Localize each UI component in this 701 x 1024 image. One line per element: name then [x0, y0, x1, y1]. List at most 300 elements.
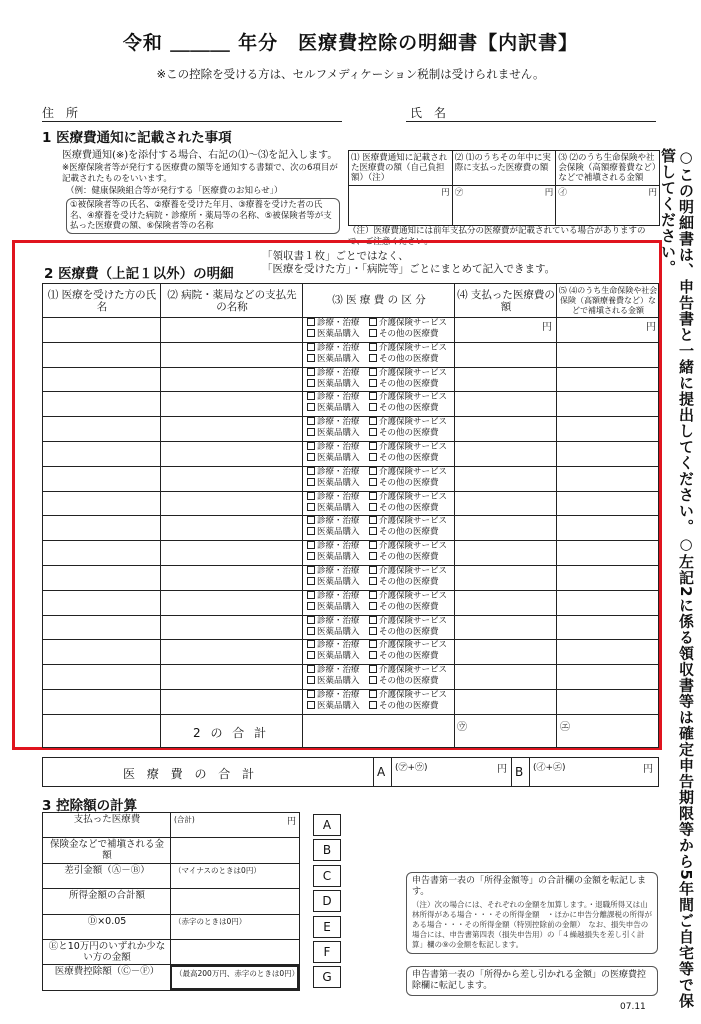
- grand-total-a-letter: A: [377, 765, 386, 779]
- calc-row: [42, 939, 300, 965]
- grand-total-a-formula: (㋐+㋒): [395, 763, 428, 773]
- checkbox-box[interactable]: [307, 428, 315, 436]
- category-checkbox[interactable]: [307, 516, 360, 527]
- category-checkbox[interactable]: [307, 541, 360, 552]
- category-checkbox[interactable]: [307, 403, 360, 414]
- category-checkbox[interactable]: [369, 492, 447, 503]
- col-reimbursed-header: ⑸ ⑷のうち生命保険や社会保険（高額療養費など）などで補塡される金額: [558, 286, 658, 315]
- calc-letter-box: A: [313, 814, 341, 836]
- checkbox-box[interactable]: [369, 417, 377, 425]
- checkbox-box[interactable]: [369, 541, 377, 549]
- category-label: その他の医療費: [379, 527, 439, 538]
- transfer-note1: 申告書第一表の「所得金額等」の合計欄の金額を転記します。: [412, 876, 647, 897]
- detail-row: [43, 342, 658, 367]
- checkbox-box[interactable]: [307, 442, 315, 450]
- category-label: その他の医療費: [379, 601, 439, 612]
- reimbursed-cell[interactable]: [556, 689, 660, 714]
- calc-row: [42, 812, 300, 838]
- checkbox-box[interactable]: [307, 616, 315, 624]
- address-field[interactable]: [42, 104, 342, 122]
- amount-cell[interactable]: [454, 664, 556, 689]
- category-checkbox[interactable]: [369, 640, 447, 651]
- total-mark-c: ㋒: [457, 722, 467, 733]
- checkbox-box[interactable]: [307, 566, 315, 574]
- category-checkbox[interactable]: [369, 516, 447, 527]
- category-checkbox[interactable]: [369, 417, 447, 428]
- detail-row: [43, 664, 658, 689]
- checkbox-box[interactable]: [307, 516, 315, 524]
- detail-row: [43, 416, 658, 441]
- checkbox-box[interactable]: [369, 403, 377, 411]
- category-label: 介護保険サービス: [379, 392, 448, 403]
- category-checkbox[interactable]: [307, 690, 360, 701]
- amount-cell[interactable]: [454, 317, 556, 342]
- checkbox-box[interactable]: [307, 640, 315, 648]
- checkbox-box[interactable]: [307, 403, 315, 411]
- checkbox-box[interactable]: [369, 467, 377, 475]
- calc-value[interactable]: [170, 889, 299, 913]
- category-checkbox[interactable]: [369, 665, 447, 676]
- section3-heading: 3 控除額の計算: [42, 798, 138, 814]
- checkbox-box[interactable]: [307, 552, 315, 560]
- calc-row: [42, 837, 300, 863]
- checkbox-box[interactable]: [307, 665, 315, 673]
- amount-cell[interactable]: [454, 615, 556, 640]
- category-checkbox[interactable]: [369, 676, 439, 687]
- provider-cell[interactable]: [160, 391, 302, 416]
- total-mark-d: ㋓: [560, 722, 570, 733]
- detail-row: [43, 515, 658, 540]
- provider-cell[interactable]: [160, 639, 302, 664]
- checkbox-box[interactable]: [369, 627, 377, 635]
- category-checkbox[interactable]: [369, 690, 447, 701]
- checkbox-box[interactable]: [307, 343, 315, 351]
- notice-amount3[interactable]: [556, 186, 660, 226]
- checkbox-box[interactable]: [369, 651, 377, 659]
- category-label: 介護保険サービス: [379, 516, 448, 527]
- checkbox-box[interactable]: [369, 368, 377, 376]
- yen-unit: 円: [646, 322, 656, 333]
- calc-value[interactable]: [170, 940, 299, 964]
- category-checkbox[interactable]: [369, 552, 439, 563]
- checkbox-box[interactable]: [307, 527, 315, 535]
- category-checkbox[interactable]: [307, 577, 360, 588]
- category-label: その他の医療費: [379, 651, 439, 662]
- checkbox-box[interactable]: [307, 392, 315, 400]
- category-label: 医薬品購入: [317, 477, 360, 488]
- patient-name-cell[interactable]: [43, 590, 160, 615]
- checkbox-box[interactable]: [369, 329, 377, 337]
- category-label: 診療・治療: [317, 466, 360, 477]
- calc-letter-box: E: [313, 916, 341, 938]
- checkbox-box[interactable]: [307, 379, 315, 387]
- category-label: 医薬品購入: [317, 329, 360, 339]
- calc-row: [42, 863, 300, 889]
- section2-note-line2: 「医療を受けた方」・「病院等」ごとにまとめて記入できます。: [262, 263, 556, 275]
- reimbursed-cell[interactable]: [556, 639, 660, 664]
- patient-name-cell[interactable]: [43, 491, 160, 516]
- category-checkbox[interactable]: [307, 379, 360, 390]
- provider-cell[interactable]: [160, 615, 302, 640]
- section2-heading: 2 医療費（上記１以外）の明細: [44, 266, 234, 282]
- amount-cell[interactable]: [454, 689, 556, 714]
- checkbox-box[interactable]: [369, 676, 377, 684]
- category-checkbox[interactable]: [369, 478, 439, 489]
- checkbox-box[interactable]: [369, 343, 377, 351]
- category-checkbox[interactable]: [369, 428, 439, 439]
- checkbox-box[interactable]: [369, 640, 377, 648]
- name-field[interactable]: [406, 104, 656, 122]
- category-checkbox[interactable]: [307, 492, 360, 503]
- calc-label: 保険金などで補塡される金額: [49, 839, 164, 862]
- category-checkbox[interactable]: [307, 329, 360, 340]
- footer-code: 07.11: [620, 1002, 646, 1012]
- category-checkbox[interactable]: [369, 602, 439, 613]
- category-checkbox[interactable]: [369, 329, 439, 340]
- amount-cell[interactable]: [454, 491, 556, 516]
- checkbox-box[interactable]: [369, 591, 377, 599]
- detail-row: [43, 367, 658, 392]
- provider-cell[interactable]: [160, 664, 302, 689]
- category-label: その他の医療費: [379, 502, 439, 513]
- category-label: その他の医療費: [379, 626, 439, 637]
- category-checkbox[interactable]: [369, 442, 447, 453]
- reimbursed-cell[interactable]: [556, 391, 660, 416]
- provider-cell[interactable]: [160, 540, 302, 565]
- category-checkbox[interactable]: [369, 627, 439, 638]
- category-label: その他の医療費: [379, 353, 439, 364]
- checkbox-box[interactable]: [369, 527, 377, 535]
- notice-amount2[interactable]: [452, 186, 556, 226]
- col-amount-header: ⑷ 支払った医療費の額: [457, 289, 555, 313]
- category-checkbox[interactable]: [307, 392, 360, 403]
- category-checkbox[interactable]: [307, 665, 360, 676]
- page-subtitle: ※この控除を受ける方は、セルフメディケーション税制は受けられません。: [156, 67, 545, 81]
- detail-row: [43, 565, 658, 590]
- calc-letter-box: C: [313, 865, 341, 887]
- checkbox-box[interactable]: [369, 690, 377, 698]
- reimbursed-cell[interactable]: [556, 342, 660, 367]
- checkbox-box[interactable]: [369, 442, 377, 450]
- provider-cell[interactable]: [160, 491, 302, 516]
- category-label: 介護保険サービス: [379, 640, 448, 651]
- checkbox-box[interactable]: [369, 566, 377, 574]
- amount-cell[interactable]: [454, 342, 556, 367]
- page-title: 令和 ＿＿＿ 年分 医療費控除の明細書【内訳書】: [122, 32, 579, 54]
- checkbox-box[interactable]: [307, 368, 315, 376]
- category-checkbox[interactable]: [307, 651, 360, 662]
- section2-total-label: 2 の 合 計: [193, 726, 270, 740]
- provider-cell[interactable]: [160, 590, 302, 615]
- category-label: 医薬品購入: [317, 453, 360, 463]
- category-label: 診療・治療: [317, 516, 360, 527]
- col-patient-name-header: ⑴ 医療を受けた方の氏名: [47, 289, 157, 313]
- category-label: 診療・治療: [317, 640, 360, 651]
- checkbox-box[interactable]: [307, 354, 315, 362]
- checkbox-box[interactable]: [369, 552, 377, 560]
- checkbox-box[interactable]: [307, 492, 315, 500]
- category-label: 介護保険サービス: [379, 615, 448, 626]
- grand-total-b-yen: 円: [643, 764, 653, 775]
- provider-cell[interactable]: [160, 416, 302, 441]
- patient-name-cell[interactable]: [43, 441, 160, 466]
- category-label: 介護保険サービス: [379, 491, 448, 502]
- checkbox-box[interactable]: [369, 478, 377, 486]
- patient-name-cell[interactable]: [43, 416, 160, 441]
- category-checkbox[interactable]: [307, 616, 360, 627]
- calc-value[interactable]: [170, 915, 299, 939]
- checkbox-box[interactable]: [307, 329, 315, 337]
- calc-value[interactable]: [170, 813, 299, 837]
- detail-row: [43, 615, 658, 640]
- category-checkbox[interactable]: [307, 602, 360, 613]
- amount-cell[interactable]: [454, 441, 556, 466]
- checkbox-box[interactable]: [307, 577, 315, 585]
- checkbox-box[interactable]: [369, 392, 377, 400]
- notice-footnote: （注）医療費通知には前年支払分の医療費が記載されている場合がありますので、ご注意ください。: [348, 226, 646, 247]
- calc-row: [42, 914, 300, 940]
- category-checkbox[interactable]: [307, 527, 360, 538]
- reimbursed-cell[interactable]: [556, 491, 660, 516]
- checkbox-box[interactable]: [307, 318, 315, 326]
- patient-name-cell[interactable]: [43, 664, 160, 689]
- category-checkbox[interactable]: [307, 676, 360, 687]
- checkbox-box[interactable]: [369, 701, 377, 709]
- col-provider-header: ⑵ 病院・薬局などの支払先の名称: [167, 289, 297, 313]
- patient-name-cell[interactable]: [43, 466, 160, 491]
- reimbursed-cell[interactable]: [556, 367, 660, 392]
- amount-cell[interactable]: [454, 391, 556, 416]
- patient-name-cell[interactable]: [43, 391, 160, 416]
- category-checkbox[interactable]: [307, 417, 360, 428]
- checkbox-box[interactable]: [307, 701, 315, 709]
- patient-name-cell[interactable]: [43, 565, 160, 590]
- reimbursed-cell[interactable]: [556, 416, 660, 441]
- detail-row: [43, 639, 658, 664]
- yen-unit: 円: [648, 188, 657, 198]
- grand-total-row: [42, 757, 659, 787]
- category-label: その他の医療費: [379, 701, 439, 711]
- amount-cell[interactable]: [454, 367, 556, 392]
- checkbox-box[interactable]: [307, 503, 315, 511]
- reimbursed-cell[interactable]: [556, 466, 660, 491]
- category-label: 介護保険サービス: [379, 417, 448, 428]
- checkbox-box[interactable]: [369, 318, 377, 326]
- address-label: 住 所: [42, 106, 79, 120]
- reimbursed-cell[interactable]: [556, 441, 660, 466]
- details-table: [42, 283, 659, 748]
- patient-name-cell[interactable]: [43, 639, 160, 664]
- amount-cell[interactable]: [454, 639, 556, 664]
- category-label: 医薬品購入: [317, 626, 360, 637]
- category-label: 介護保険サービス: [379, 590, 448, 601]
- grand-total-b-formula: (㋑+㋓): [533, 763, 566, 773]
- calc-letter-box: G: [313, 966, 341, 988]
- category-label: 介護保険サービス: [379, 367, 448, 378]
- notice-col1-header: ⑴ 医療費通知に記載された医療費の額（自己負担額）（注）: [349, 151, 453, 186]
- category-checkbox[interactable]: [369, 566, 447, 577]
- checkbox-box[interactable]: [369, 577, 377, 585]
- category-checkbox[interactable]: [369, 403, 439, 414]
- category-checkbox[interactable]: [307, 453, 360, 464]
- amount-cell[interactable]: [454, 540, 556, 565]
- category-checkbox[interactable]: [369, 541, 447, 552]
- reimbursed-cell[interactable]: [556, 565, 660, 590]
- category-checkbox[interactable]: [369, 527, 439, 538]
- checkbox-box[interactable]: [307, 541, 315, 549]
- reimbursed-cell[interactable]: [556, 664, 660, 689]
- checkbox-box[interactable]: [369, 503, 377, 511]
- detail-row: [43, 689, 658, 714]
- category-checkbox[interactable]: [369, 616, 447, 627]
- yen-unit: 円: [286, 817, 296, 827]
- reimbursed-cell[interactable]: [556, 590, 660, 615]
- checkbox-box[interactable]: [307, 467, 315, 475]
- checkbox-box[interactable]: [369, 516, 377, 524]
- category-checkbox[interactable]: [307, 591, 360, 602]
- checkbox-box[interactable]: [307, 651, 315, 659]
- patient-name-cell[interactable]: [43, 540, 160, 565]
- category-checkbox[interactable]: [307, 467, 360, 478]
- provider-cell[interactable]: [160, 367, 302, 392]
- amount-cell[interactable]: [454, 590, 556, 615]
- category-checkbox[interactable]: [307, 503, 360, 514]
- checkbox-box[interactable]: [307, 627, 315, 635]
- checkbox-box[interactable]: [369, 428, 377, 436]
- category-checkbox[interactable]: [307, 368, 360, 379]
- checkbox-box[interactable]: [369, 616, 377, 624]
- category-checkbox[interactable]: [369, 343, 447, 354]
- provider-cell[interactable]: [160, 689, 302, 714]
- checkbox-box[interactable]: [369, 453, 377, 461]
- amount-cell[interactable]: [454, 565, 556, 590]
- checkbox-box[interactable]: [307, 676, 315, 684]
- checkbox-box[interactable]: [369, 354, 377, 362]
- category-checkbox[interactable]: [307, 318, 360, 329]
- provider-cell[interactable]: [160, 515, 302, 540]
- category-label: 介護保険サービス: [379, 342, 448, 353]
- transfer-note-box1: [406, 872, 658, 954]
- category-label: 診療・治療: [317, 615, 360, 626]
- category-checkbox[interactable]: [369, 368, 447, 379]
- checkbox-box[interactable]: [369, 665, 377, 673]
- amount-cell[interactable]: [454, 416, 556, 441]
- category-checkbox[interactable]: [369, 591, 447, 602]
- amount-cell[interactable]: [454, 515, 556, 540]
- detail-row: [43, 441, 658, 466]
- category-label: 診療・治療: [317, 417, 360, 428]
- patient-name-cell[interactable]: [43, 342, 160, 367]
- category-checkbox[interactable]: [369, 453, 439, 464]
- category-checkbox[interactable]: [307, 640, 360, 651]
- category-label: その他の医療費: [379, 477, 439, 488]
- calc-row: [42, 888, 300, 914]
- provider-cell[interactable]: [160, 441, 302, 466]
- reimbursed-cell[interactable]: [556, 540, 660, 565]
- category-label: 診療・治療: [317, 392, 360, 403]
- patient-name-cell[interactable]: [43, 689, 160, 714]
- category-label: その他の医療費: [379, 552, 439, 563]
- category-checkbox[interactable]: [369, 392, 447, 403]
- category-checkbox[interactable]: [307, 428, 360, 439]
- provider-cell[interactable]: [160, 342, 302, 367]
- section1-instruction: 医療費通知(※)を添付する場合、右記の⑴〜⑶を記入します。: [62, 150, 338, 161]
- category-checkbox[interactable]: [369, 354, 439, 365]
- reimbursed-cell[interactable]: [556, 317, 660, 342]
- notice-col3-header: ⑶ ⑵のうち生命保険や社会保険（高額療養費など）などで補塡される金額: [556, 151, 660, 186]
- category-checkbox[interactable]: [307, 627, 360, 638]
- patient-name-cell[interactable]: [43, 367, 160, 392]
- checkbox-box[interactable]: [307, 591, 315, 599]
- calc-letter-box: B: [313, 839, 341, 861]
- provider-cell[interactable]: [160, 466, 302, 491]
- provider-cell[interactable]: [160, 317, 302, 342]
- category-label: その他の医療費: [379, 676, 439, 687]
- category-checkbox[interactable]: [369, 577, 439, 588]
- patient-name-cell[interactable]: [43, 317, 160, 342]
- transfer-note2: 申告書第一表の「所得から差し引かれる金額」の医療費控除欄に転記します。: [406, 966, 658, 996]
- detail-row: [43, 317, 658, 342]
- category-checkbox[interactable]: [307, 701, 360, 712]
- calc-letter-box: D: [313, 890, 341, 912]
- category-label: 医薬品購入: [317, 502, 360, 513]
- checkbox-box[interactable]: [307, 478, 315, 486]
- checkbox-box[interactable]: [369, 492, 377, 500]
- yen-unit: 円: [542, 322, 552, 333]
- checkbox-box[interactable]: [369, 379, 377, 387]
- category-checkbox[interactable]: [307, 354, 360, 365]
- category-checkbox[interactable]: [369, 318, 447, 329]
- checkbox-box[interactable]: [307, 602, 315, 610]
- category-checkbox[interactable]: [369, 503, 439, 514]
- provider-cell[interactable]: [160, 565, 302, 590]
- calc-value[interactable]: [170, 838, 299, 862]
- section2-note-line1: 「領収書１枚」ごとではなく、: [262, 250, 409, 262]
- calc-label: Ⓓ×0.05: [87, 915, 127, 927]
- checkbox-box[interactable]: [369, 602, 377, 610]
- calc-label: 医療費控除額（Ⓒ－Ⓕ）: [54, 966, 160, 978]
- checkbox-box[interactable]: [307, 690, 315, 698]
- section1-note1: ※医療保険者等が発行する医療費の額等を通知する書類で、次の6項目が記載されたものをいいます。: [62, 163, 338, 184]
- category-checkbox[interactable]: [307, 442, 360, 453]
- category-checkbox[interactable]: [307, 566, 360, 577]
- reimbursed-cell[interactable]: [556, 615, 660, 640]
- category-checkbox[interactable]: [369, 379, 439, 390]
- checkbox-box[interactable]: [307, 417, 315, 425]
- category-label: 診療・治療: [317, 566, 360, 576]
- category-checkbox[interactable]: [369, 701, 439, 712]
- detail-row: [43, 540, 658, 565]
- amount-cell[interactable]: [454, 466, 556, 491]
- category-label: 介護保険サービス: [379, 665, 448, 676]
- calc-value[interactable]: [170, 965, 299, 989]
- reimbursed-cell[interactable]: [556, 515, 660, 540]
- category-checkbox[interactable]: [369, 467, 447, 478]
- patient-name-cell[interactable]: [43, 615, 160, 640]
- notice-col2-header: ⑵ ⑴のうちその年中に実際に支払った医療費の額: [452, 151, 556, 186]
- notice-table: [348, 150, 660, 226]
- category-checkbox[interactable]: [307, 478, 360, 489]
- category-checkbox[interactable]: [307, 343, 360, 354]
- category-checkbox[interactable]: [307, 552, 360, 563]
- grand-total-b-letter: B: [515, 765, 524, 779]
- yen-unit: 円: [544, 188, 554, 198]
- notice-amount1[interactable]: [349, 186, 453, 226]
- calc-value[interactable]: [170, 864, 299, 888]
- checkbox-box[interactable]: [307, 453, 315, 461]
- category-checkbox[interactable]: [369, 651, 439, 662]
- patient-name-cell[interactable]: [43, 515, 160, 540]
